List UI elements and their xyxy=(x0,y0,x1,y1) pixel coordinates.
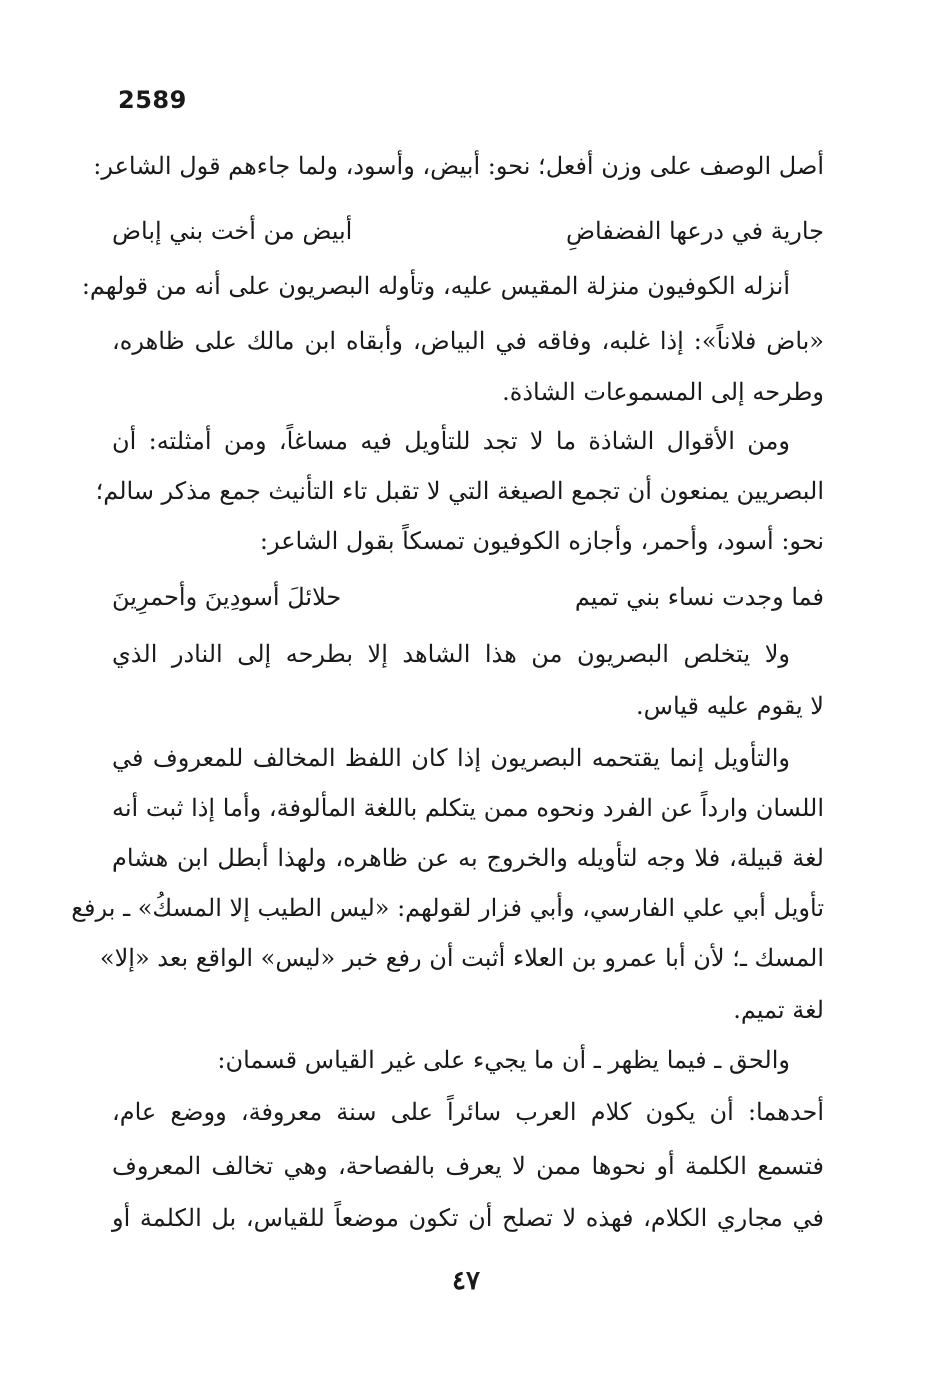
text-line-6: البصريين يمنعون أن تجمع الصيغة التي لا تقبل تاء التأنيث جمع مذكر سالم؛ xyxy=(95,477,824,505)
text-line-11: اللسان وارداً عن الفرد ونحوه ممن يتكلم باللغة المألوفة، وأما إذا ثبت أنه xyxy=(112,794,824,822)
text-line-16: والحق ـ فيما يظهر ـ أن ما يجيء على غير القياس قسمان: xyxy=(217,1046,790,1074)
text-line-9: لا يقوم عليه قياس. xyxy=(636,692,824,720)
verse-2-second-hemistich: حلائلَ أسودِينَ وأحمرِينَ xyxy=(112,583,342,611)
text-line-12: لغة قبيلة، فلا وجه لتأويله والخروج به عن ظاهره، ولهذا أبطل ابن هشام xyxy=(112,844,824,872)
page-number-bottom: ٤٧ xyxy=(452,1266,480,1296)
text-line-1: أصل الوصف على وزن أفعل؛ نحو: أبيض، وأسود، ولما جاءهم قول الشاعر: xyxy=(93,152,824,180)
verse-1-second-hemistich: أبيض من أخت بني إباض xyxy=(112,217,353,245)
text-line-5: ومن الأقوال الشاذة ما لا تجد للتأويل فيه مساغاً، ومن أمثلته: أن xyxy=(112,427,790,455)
text-line-19: في مجاري الكلام، فهذه لا تصلح أن تكون موضعاً للقياس، بل الكلمة أو xyxy=(112,1204,824,1232)
verse-2-first-hemistich: فما وجدت نساء بني تميم xyxy=(574,583,824,611)
text-line-17: أحدهما: أن يكون كلام العرب سائراً على سنة معروفة، ووضع عام، xyxy=(112,1098,824,1126)
text-line-8: ولا يتخلص البصريون من هذا الشاهد إلا بطرحه إلى النادر الذي xyxy=(112,640,790,668)
verse-2 xyxy=(112,577,824,617)
page-number-top: 2589 xyxy=(118,86,187,114)
verse-1-first-hemistich: جارية في درعها الفضفاضِ xyxy=(565,217,824,245)
text-line-10: والتأويل إنما يقتحمه البصريون إذا كان اللفظ المخالف للمعروف في xyxy=(112,744,790,772)
text-line-2: أنزله الكوفيون منزلة المقيس عليه، وتأوله البصريون على أنه من قولهم: xyxy=(81,272,790,300)
text-line-3: «باض فلاناً»: إذا غلبه، وفاقه في البياض، وأبقاه ابن مالك على ظاهره، xyxy=(112,327,824,355)
text-line-15: لغة تميم. xyxy=(733,996,824,1024)
text-line-14: المسك ـ؛ لأن أبا عمرو بن العلاء أثبت أن رفع خبر «ليس» الواقع بعد «إلا» xyxy=(99,944,824,972)
text-line-18: فتسمع الكلمة أو نحوها ممن لا يعرف بالفصاحة، وهي تخالف المعروف xyxy=(112,1152,824,1180)
text-line-4: وطرحه إلى المسموعات الشاذة. xyxy=(502,378,824,406)
text-line-13: تأويل أبي علي الفارسي، وأبي فزار لقولهم: «ليس الطيب إلا المسكُ» ـ برفع xyxy=(71,894,824,922)
text-line-7: نحو: أسود، وأحمر، وأجازه الكوفيون تمسكاً بقول الشاعر: xyxy=(259,527,824,555)
verse-1 xyxy=(112,211,824,251)
